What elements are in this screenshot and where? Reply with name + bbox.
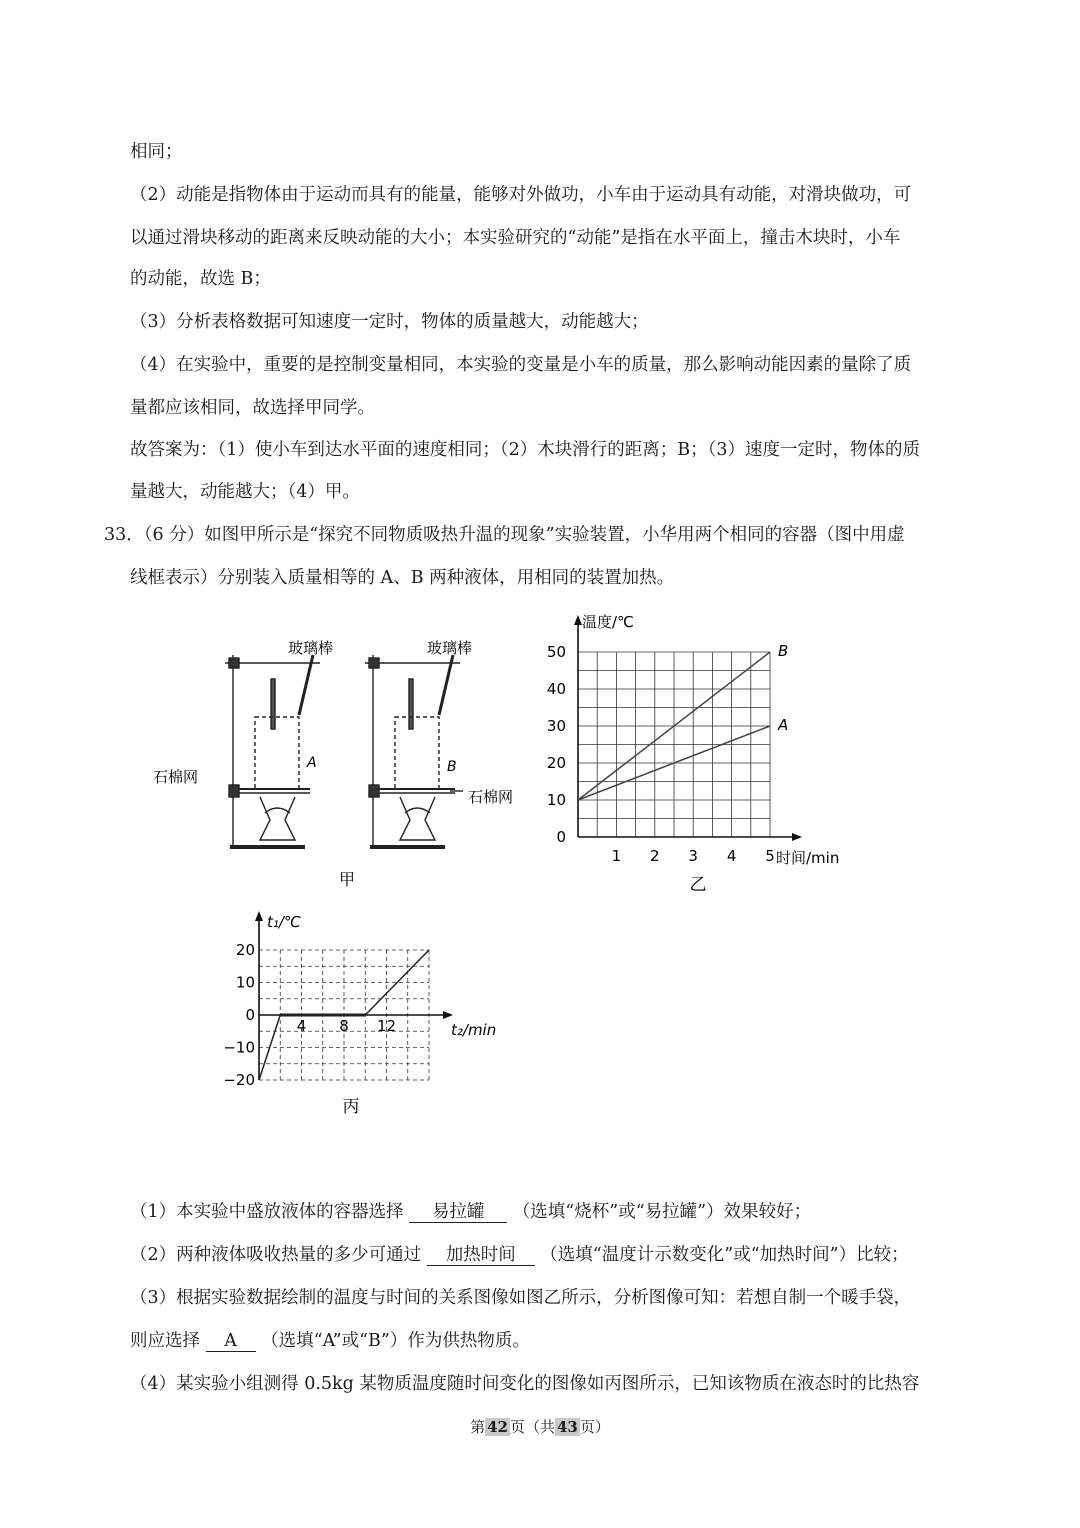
question-33-line: 33．（6 分）如图甲所示是“探究不同物质吸热升温的现象”实验装置，小华用两个相同的容器（图中用虚 <box>104 525 905 545</box>
prev-text-line: 量越大，动能越大；（4）甲。 <box>130 482 360 502</box>
x-axis-arrow <box>792 833 802 841</box>
y-tick-label: −20 <box>223 1071 255 1089</box>
glass-rod-label-right: 玻璃棒 <box>427 639 473 657</box>
total-page-number: 43 <box>557 1418 578 1436</box>
x-tick-label: 5 <box>765 847 775 865</box>
glass-rod-label-left: 玻璃棒 <box>288 639 334 657</box>
y-axis-label: t₁/℃ <box>267 913 301 931</box>
sub-question-3-text: 则应选择 <box>130 1331 200 1351</box>
mesh-label-right: 石棉网 <box>468 788 514 806</box>
answer-blank-2: 加热时间 <box>427 1245 535 1266</box>
y-tick-label: 20 <box>546 754 566 772</box>
chart-bing-caption: 丙 <box>342 1097 360 1117</box>
sub-question-3-options: （选填“A”或“B”）作为供热物质。 <box>261 1331 530 1351</box>
y-axis-label: 温度/℃ <box>582 613 634 631</box>
chart-yi-caption: 乙 <box>689 875 707 895</box>
prev-text-line: （3）分析表格数据可知速度一定时，物体的质量越大，动能越大； <box>130 312 649 332</box>
x-tick-label: 4 <box>296 1017 307 1035</box>
figure-jia-caption: 甲 <box>339 870 356 889</box>
figure-jia <box>145 625 535 895</box>
x-tick-label: 12 <box>376 1017 397 1035</box>
current-page-number: 42 <box>487 1418 508 1436</box>
chart-bing <box>215 905 515 1120</box>
y-tick-label: 10 <box>546 791 566 809</box>
answer-blank-3: A <box>206 1331 256 1352</box>
sub-question-3-line: （3）根据实验数据绘制的温度与时间的关系图像如图乙所示，分析图像可知：若想自制一个暖手袋， <box>130 1288 912 1308</box>
prev-text-line: 以通过滑块移动的距离来反映动能的大小；本实验研究的“动能”是指在水平面上，撞击木块时，小车 <box>130 228 901 248</box>
x-tick-label: 8 <box>339 1017 349 1035</box>
y-tick-label: 50 <box>546 643 566 661</box>
x-axis-label: t₂/min <box>451 1021 497 1039</box>
prev-text-line: 故答案为：（1）使小车到达水平面的速度相同；（2）木块滑行的距离；B；（3）速度一定时，物体的质 <box>130 440 921 460</box>
answer-blank-1: 易拉罐 <box>409 1202 507 1223</box>
liquid-b-label: B <box>447 759 457 775</box>
y-tick-label: 10 <box>235 973 255 992</box>
sub-question-2 <box>130 1243 909 1267</box>
y-axis-arrow <box>574 615 582 625</box>
x-axis-arrow <box>443 1011 453 1019</box>
y-tick-label: −10 <box>223 1038 255 1057</box>
y-axis-arrow <box>255 911 263 921</box>
y-tick-label: 30 <box>546 717 566 735</box>
x-axis-label: 时间/min <box>776 849 840 867</box>
y-tick-label: 40 <box>546 680 566 698</box>
y-tick-label: 20 <box>235 941 255 959</box>
question-33-line: 线框表示）分别装入质量相等的 A、B 两种液体，用相同的装置加热。 <box>130 568 675 588</box>
y-tick-label: 0 <box>245 1006 255 1024</box>
sub-question-2-text: （2）两种液体吸收热量的多少可通过 <box>130 1245 422 1265</box>
liquid-a-label: A <box>307 755 317 771</box>
sub-question-3 <box>130 1329 530 1353</box>
page-footer <box>0 1416 1080 1437</box>
prev-text-line: （4）在实验中，重要的是控制变量相同，本实验的变量是小车的质量，那么影响动能因素的量除了质 <box>130 355 912 375</box>
x-tick-label: 3 <box>688 847 698 865</box>
sub-question-1-text: （1）本实验中盛放液体的容器选择 <box>130 1202 404 1222</box>
prev-text-line: （2）动能是指物体由于运动而具有的能量，能够对外做功，小车由于运动具有动能，对滑块做功，可 <box>130 185 912 205</box>
mesh-label-left: 石棉网 <box>153 768 199 786</box>
footer-middle: 页（共 <box>509 1418 555 1436</box>
y-tick-label: 0 <box>556 828 566 846</box>
footer-prefix: 第 <box>470 1418 486 1436</box>
sub-question-4-line: （4）某实验小组测得 0.5kg 某物质温度随时间变化的图像如丙图所示，已知该物质在液态时的比热容 <box>130 1374 920 1394</box>
prev-text-line: 量都应该相同，故选择甲同学。 <box>130 398 375 418</box>
prev-text-line: 的动能，故选 B； <box>130 269 271 289</box>
series-label-A: A <box>778 716 789 734</box>
x-tick-label: 1 <box>611 847 622 865</box>
sub-question-1-options: （选填“烧杯”或“易拉罐”）效果较好； <box>512 1202 812 1222</box>
footer-suffix: 页） <box>579 1418 610 1436</box>
x-tick-label: 4 <box>726 847 737 865</box>
sub-question-2-options: （选填“温度计示数变化”或“加热时间”）比较； <box>540 1245 909 1265</box>
sub-question-1 <box>130 1200 811 1224</box>
x-tick-label: 2 <box>650 847 660 865</box>
prev-text-line: 相同； <box>130 142 183 162</box>
chart-yi <box>540 605 870 900</box>
series-label-B: B <box>778 642 789 660</box>
